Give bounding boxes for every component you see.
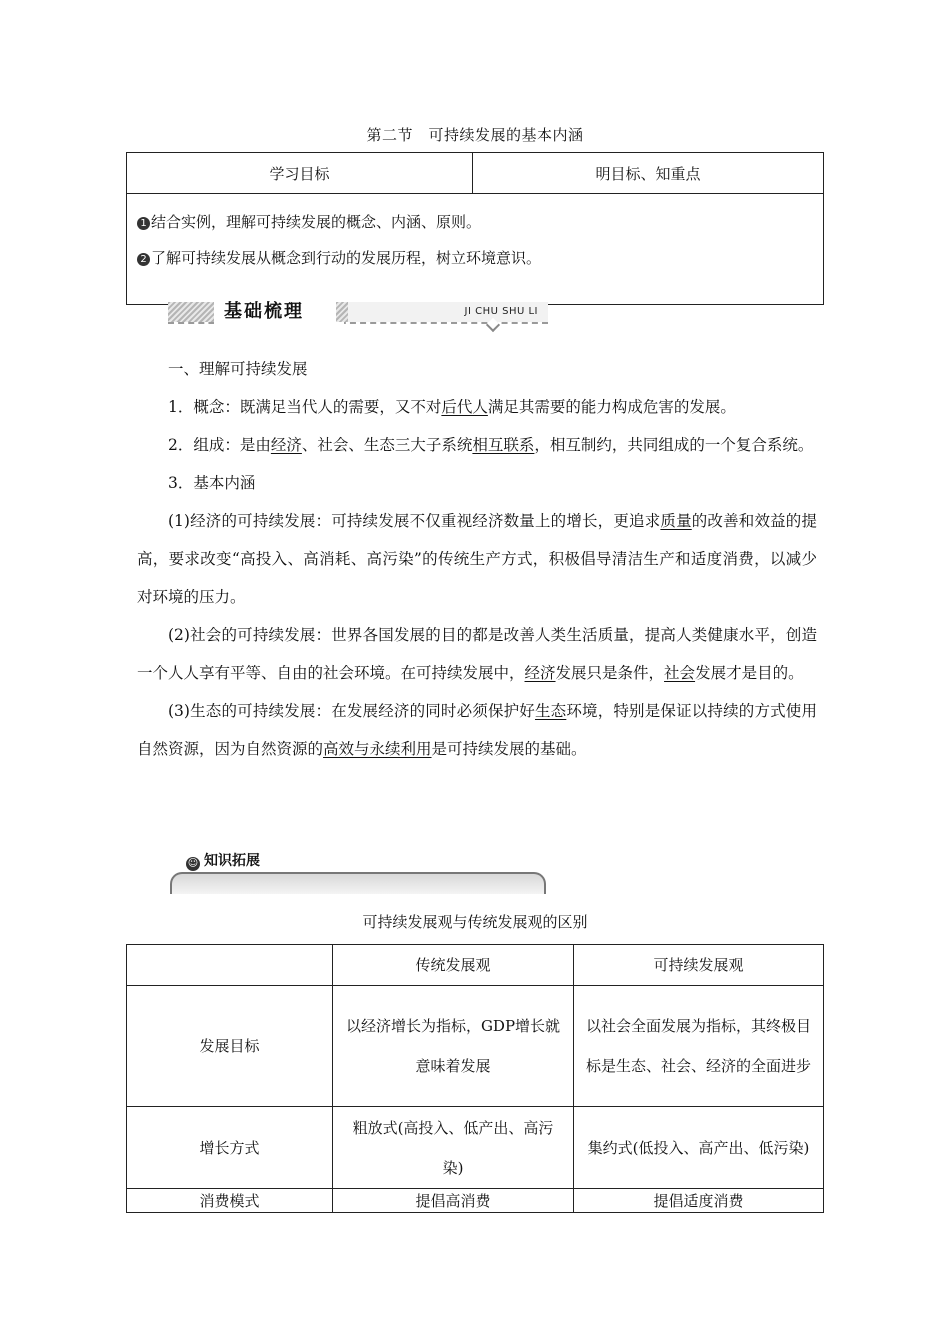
paragraph-composition: 2．组成：是由经济、社会、生态三大子系统相互联系，相互制约，共同组成的一个复合系统。	[168, 436, 814, 454]
extension-bar	[170, 872, 546, 894]
knowledge-extension-banner	[170, 850, 544, 892]
paragraph-connotation: 3．基本内涵	[168, 474, 256, 492]
banner-label: 基础梳理	[214, 300, 344, 324]
body-text	[137, 350, 817, 768]
smile-icon: ☺	[187, 858, 199, 869]
goal-item	[137, 204, 815, 240]
table-header	[127, 945, 333, 986]
table-cell: 提倡高消费	[333, 1189, 574, 1213]
goals-header-right: 明目标、知重点	[473, 153, 824, 194]
extension-label: 知识拓展	[204, 853, 260, 869]
table-cell: 以经济增长为指标，GDP增长就意味着发展	[333, 986, 574, 1107]
paragraph-economic: (1)经济的可持续发展：可持续发展不仅重视经济数量上的增长，更追求质量的改善和效益的提高，要求改变“高投入、高消耗、高污染”的传统生产方式，积极倡导清洁生产和适度消费，以减少对环境的压力。	[137, 512, 817, 606]
table-cell: 粗放式(高投入、低产出、高污染)	[333, 1107, 574, 1189]
table-row	[127, 1107, 824, 1189]
number-badge-icon: 2	[137, 253, 150, 266]
table-row	[127, 945, 824, 986]
paragraph-concept: 1．概念：既满足当代人的需要，又不对后代人满足其需要的能力构成危害的发展。	[168, 398, 736, 416]
table-cell: 发展目标	[127, 986, 333, 1107]
paragraph-ecological: (3)生态的可持续发展：在发展经济的同时必须保护好生态环境，特别是保证以持续的方式使用自然资源，因为自然资源的高效与永续利用是可持续发展的基础。	[137, 702, 817, 758]
table-cell: 以社会全面发展为指标，其终极目标是生态、社会、经济的全面进步	[574, 986, 824, 1107]
section-banner	[168, 300, 550, 332]
table-row	[127, 986, 824, 1107]
table-row	[127, 1189, 824, 1213]
paragraph-social: (2)社会的可持续发展：世界各国发展的目的都是改善人类生活质量，提高人类健康水平，创造一个人人享有平等、自由的社会环境。在可持续发展中，经济发展只是条件，社会发展才是目的。	[137, 626, 817, 682]
table-cell: 提倡适度消费	[574, 1189, 824, 1213]
table-header: 传统发展观	[333, 945, 574, 986]
compare-table	[126, 944, 824, 1213]
banner-pinyin: JI CHU SHU LI	[464, 306, 538, 317]
section-title: 第二节 可持续发展的基本内涵	[366, 126, 584, 144]
table-header: 可持续发展观	[574, 945, 824, 986]
heading: 一、理解可持续发展	[168, 360, 308, 378]
extension-tag	[186, 850, 260, 871]
goals-list	[127, 194, 824, 305]
goal-text: 了解可持续发展从概念到行动的发展历程，树立环境意识。	[151, 249, 542, 267]
banner-hatch-left	[168, 302, 218, 322]
goal-text: 结合实例，理解可持续发展的概念、内涵、原则。	[151, 213, 482, 231]
goal-item	[137, 240, 815, 276]
table-cell: 集约式(低投入、高产出、低污染)	[574, 1107, 824, 1189]
table-cell: 增长方式	[127, 1107, 333, 1189]
table-cell: 消费模式	[127, 1189, 333, 1213]
compare-title: 可持续发展观与传统发展观的区别	[362, 913, 588, 931]
number-badge-icon: 1	[137, 217, 150, 230]
goals-header-left: 学习目标	[127, 153, 473, 194]
learning-goals-table	[126, 152, 824, 305]
